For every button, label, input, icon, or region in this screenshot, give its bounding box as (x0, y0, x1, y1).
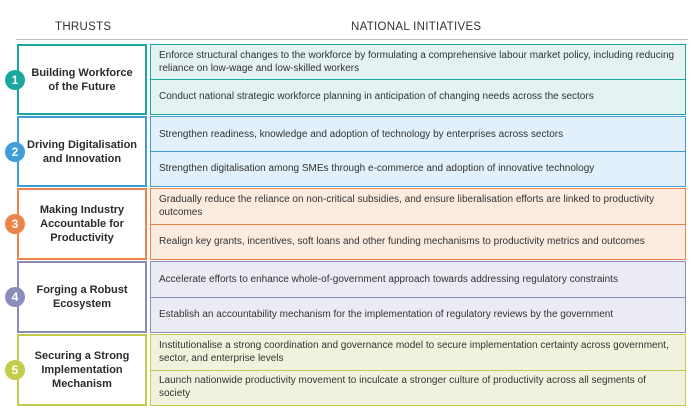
thrust-group-5 (0, 334, 700, 406)
thrust-title: Forging a Robust Ecosystem (36, 284, 128, 310)
initiative-row: Institutionalise a strong coordination and governance model to secure implementation certainty across government, sector, and enterprise levels (159, 340, 669, 365)
initiatives-list (150, 116, 686, 187)
thrust-group-3 (0, 188, 700, 260)
thrust-number-badge: 5 (5, 360, 25, 380)
thrust-box-5 (17, 334, 147, 406)
initiative-row: Launch nationwide productivity movement to inculcate a stronger culture of productivity across all segments of society (151, 370, 685, 405)
thrust-number-badge: 3 (5, 214, 25, 234)
initiative-row: Conduct national strategic workforce planning in anticipation of changing needs across the sectors (151, 79, 685, 113)
initiative-row: Accelerate efforts to enhance whole-of-government approach towards addressing regulatory constraints (159, 273, 618, 285)
thrust-title: Driving Digitalisation and Innovation (27, 138, 138, 165)
thrust-group-2 (0, 116, 700, 187)
initiative-row: Strengthen digitalisation among SMEs through e-commerce and adoption of innovative technology (151, 151, 685, 185)
initiatives-list (150, 261, 686, 333)
thrust-number-badge: 4 (5, 287, 25, 307)
thrust-box-1 (17, 44, 147, 115)
initiative-row: Enforce structural changes to the workforce by formulating a comprehensive labour market policy, including reducing reliance on low-wage and low-skilled workers (159, 50, 675, 74)
thrust-title: Securing a Strong Implementation Mechanism (34, 350, 130, 390)
thrusts-header: THRUSTS (55, 21, 112, 33)
thrust-box-2 (17, 116, 147, 187)
initiative-row: Gradually reduce the reliance on non-critical subsidies, and ensure liberalisation efforts are linked to productivity outcomes (159, 194, 655, 219)
initiative-row: Realign key grants, incentives, soft loans and other funding mechanisms to productivity metrics and outcomes (151, 224, 685, 259)
thrust-group-4 (0, 261, 700, 333)
thrust-box-3 (17, 188, 147, 260)
thrust-title: Building Workforce of the Future (31, 66, 133, 93)
thrust-group-1 (0, 44, 700, 115)
initiative-row: Strengthen readiness, knowledge and adoption of technology by enterprises across sectors (159, 128, 564, 140)
initiatives-list (150, 188, 686, 260)
header-divider (16, 39, 688, 40)
thrust-title: Making Industry Accountable for Productivity (39, 204, 125, 244)
initiatives-list (150, 334, 686, 406)
national-initiatives-header: NATIONAL INITIATIVES (351, 21, 482, 33)
initiatives-list (150, 44, 686, 115)
initiative-row: Establish an accountability mechanism for the implementation of regulatory reviews by the government (151, 297, 685, 332)
thrust-number-badge: 2 (5, 142, 25, 162)
thrust-number-badge: 1 (5, 70, 25, 90)
thrust-box-4 (17, 261, 147, 333)
